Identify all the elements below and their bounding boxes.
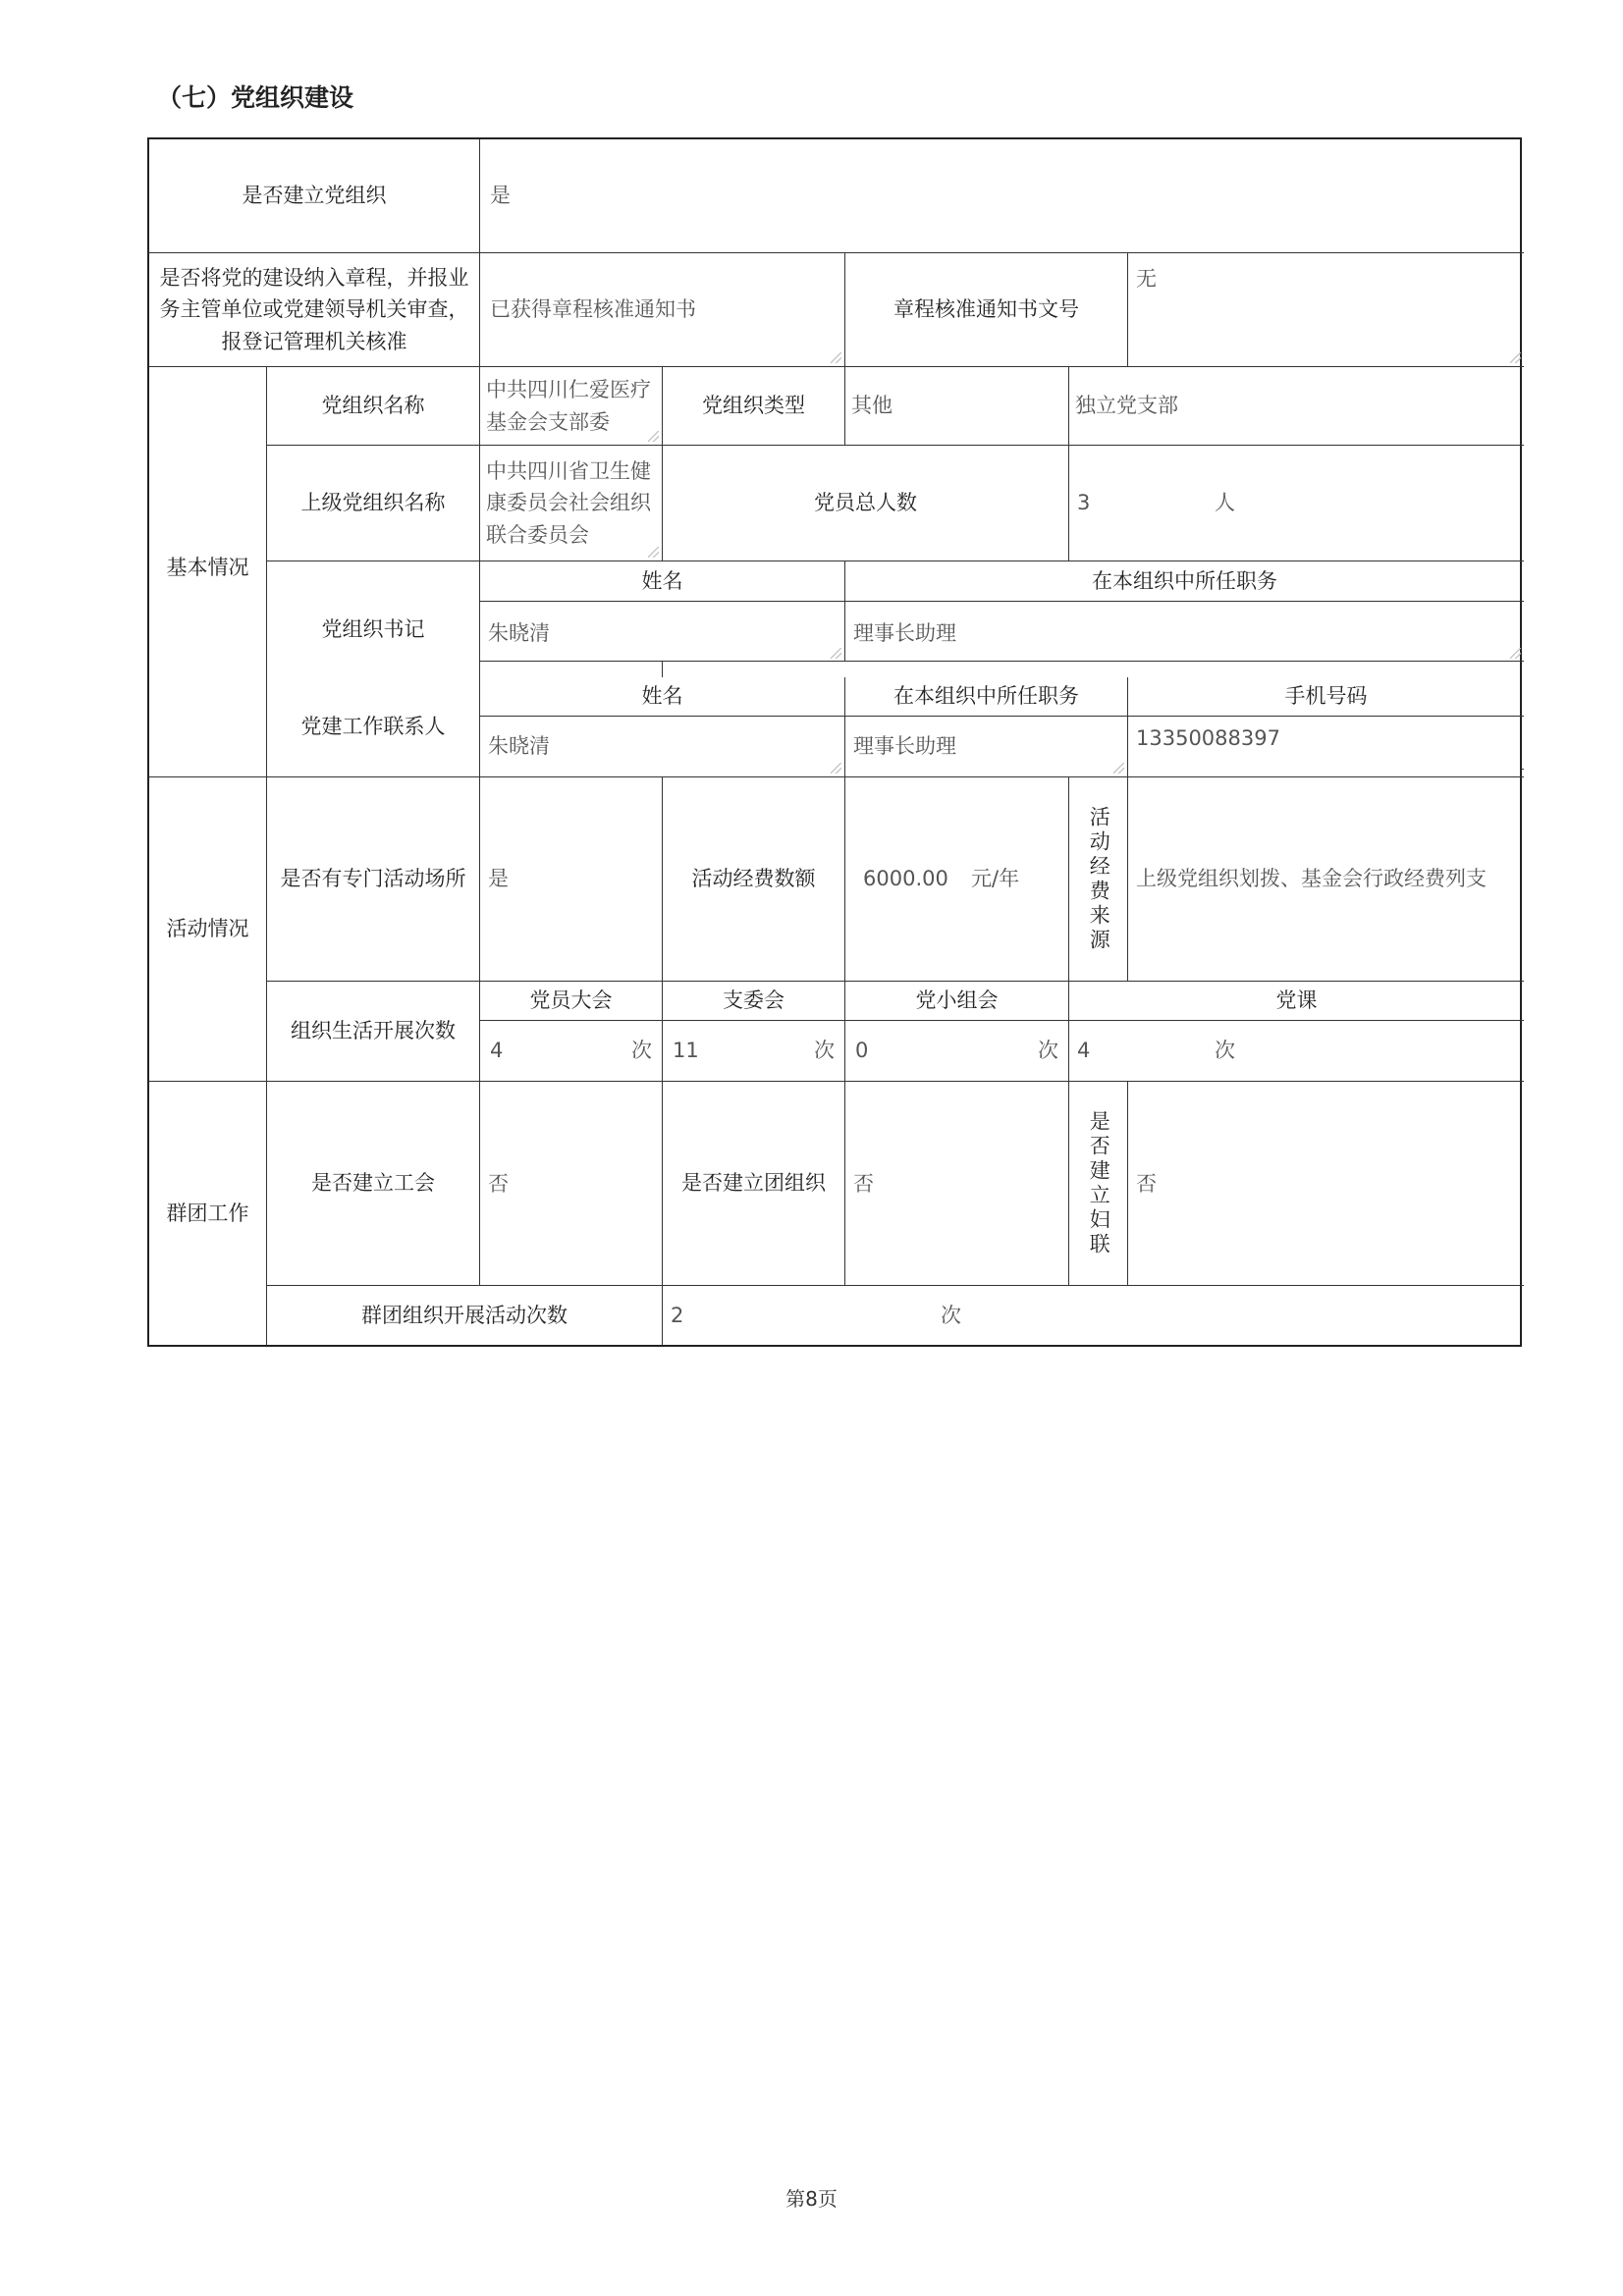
venue-value[interactable]: 是 <box>480 777 663 982</box>
activity-section-label: 活动情况 <box>149 777 267 1082</box>
members-value: 3 <box>1077 491 1091 515</box>
session-value-committee[interactable]: 11 次 <box>663 1021 845 1082</box>
contact-name-header: 姓名 <box>480 677 845 717</box>
sessions-label: 组织生活开展次数 <box>267 982 480 1082</box>
source-value[interactable]: 上级党组织划拨、基金会行政经费列支 <box>1128 777 1524 982</box>
contact-label: 党建工作联系人 <box>267 677 480 777</box>
source-label: 活动经费来源 <box>1069 777 1128 982</box>
session-value-lecture[interactable]: 4 次 <box>1069 1021 1524 1082</box>
session-header-general: 党员大会 <box>480 982 663 1021</box>
women-label: 是否建立妇联 <box>1069 1082 1128 1286</box>
funds-field[interactable] <box>845 777 1069 982</box>
parent-org-label: 上级党组织名称 <box>267 446 480 561</box>
secretary-position-value[interactable]: 理事长助理 <box>845 601 1524 662</box>
union-label: 是否建立工会 <box>267 1082 480 1286</box>
charter-docno-label: 章程核准通知书文号 <box>845 253 1128 367</box>
org-name-label: 党组织名称 <box>267 367 480 446</box>
basic-section-label: 基本情况 <box>149 367 267 770</box>
members-field[interactable] <box>1069 446 1524 561</box>
table-lower <box>147 677 1522 1347</box>
parent-org-value[interactable]: 中共四川省卫生健康委员会社会组织联合委员会 <box>480 446 663 561</box>
established-label: 是否建立党组织 <box>149 139 480 253</box>
established-value: 是 <box>480 139 1524 253</box>
mass-activities-value: 2 <box>671 1303 684 1327</box>
union-value[interactable]: 否 <box>480 1082 663 1286</box>
session-value-general[interactable]: 4 次 <box>480 1021 663 1082</box>
funds-unit: 元/年 <box>971 867 1020 891</box>
session-header-lecture: 党课 <box>1069 982 1524 1021</box>
contact-phone-header: 手机号码 <box>1128 677 1524 717</box>
members-label: 党员总人数 <box>663 446 1069 561</box>
league-value[interactable]: 否 <box>845 1082 1069 1286</box>
name-header: 姓名 <box>641 569 683 593</box>
session-header-group: 党小组会 <box>845 982 1069 1021</box>
org-type-value-detail[interactable]: 独立党支部 <box>1069 367 1524 446</box>
page-number: 第8页 <box>785 2187 838 2211</box>
org-type-value[interactable]: 其他 <box>845 367 1069 446</box>
charter-value[interactable]: 已获得章程核准通知书 <box>480 253 845 367</box>
members-unit: 人 <box>1215 491 1235 515</box>
mass-activities-unit: 次 <box>941 1303 961 1327</box>
secretary-label: 党组织书记 <box>267 561 480 699</box>
contact-position-header: 在本组织中所任职务 <box>845 677 1128 717</box>
secretary-name-value[interactable]: 朱晓清 <box>480 601 845 662</box>
women-value[interactable]: 否 <box>1128 1082 1524 1286</box>
funds-value: 6000.00 <box>863 867 948 891</box>
league-label: 是否建立团组织 <box>663 1082 845 1286</box>
session-value-group[interactable]: 0 次 <box>845 1021 1069 1082</box>
org-type-label: 党组织类型 <box>663 367 845 446</box>
org-name-value[interactable]: 中共四川仁爱医疗基金会支部委 <box>480 367 663 446</box>
contact-phone-value[interactable]: 13350088397 <box>1128 717 1524 777</box>
position-header: 在本组织中所任职务 <box>1092 569 1277 593</box>
basic-section-continued <box>149 677 267 777</box>
charter-label: 是否将党的建设纳入章程，并报业务主管单位或党建领导机关审查，报登记管理机关核准 <box>149 253 480 367</box>
session-header-committee: 支委会 <box>663 982 845 1021</box>
contact-position-value[interactable]: 理事长助理 <box>845 717 1128 777</box>
mass-activities-field[interactable] <box>663 1286 1524 1345</box>
contact-name-value[interactable]: 朱晓清 <box>480 717 845 777</box>
section-title: （七）党组织建设 <box>157 83 354 112</box>
mass-section-label: 群团工作 <box>149 1082 267 1345</box>
mass-activities-label: 群团组织开展活动次数 <box>267 1286 663 1345</box>
charter-docno-value[interactable]: 无 <box>1128 253 1524 367</box>
funds-label: 活动经费数额 <box>663 777 845 982</box>
venue-label: 是否有专门活动场所 <box>267 777 480 982</box>
